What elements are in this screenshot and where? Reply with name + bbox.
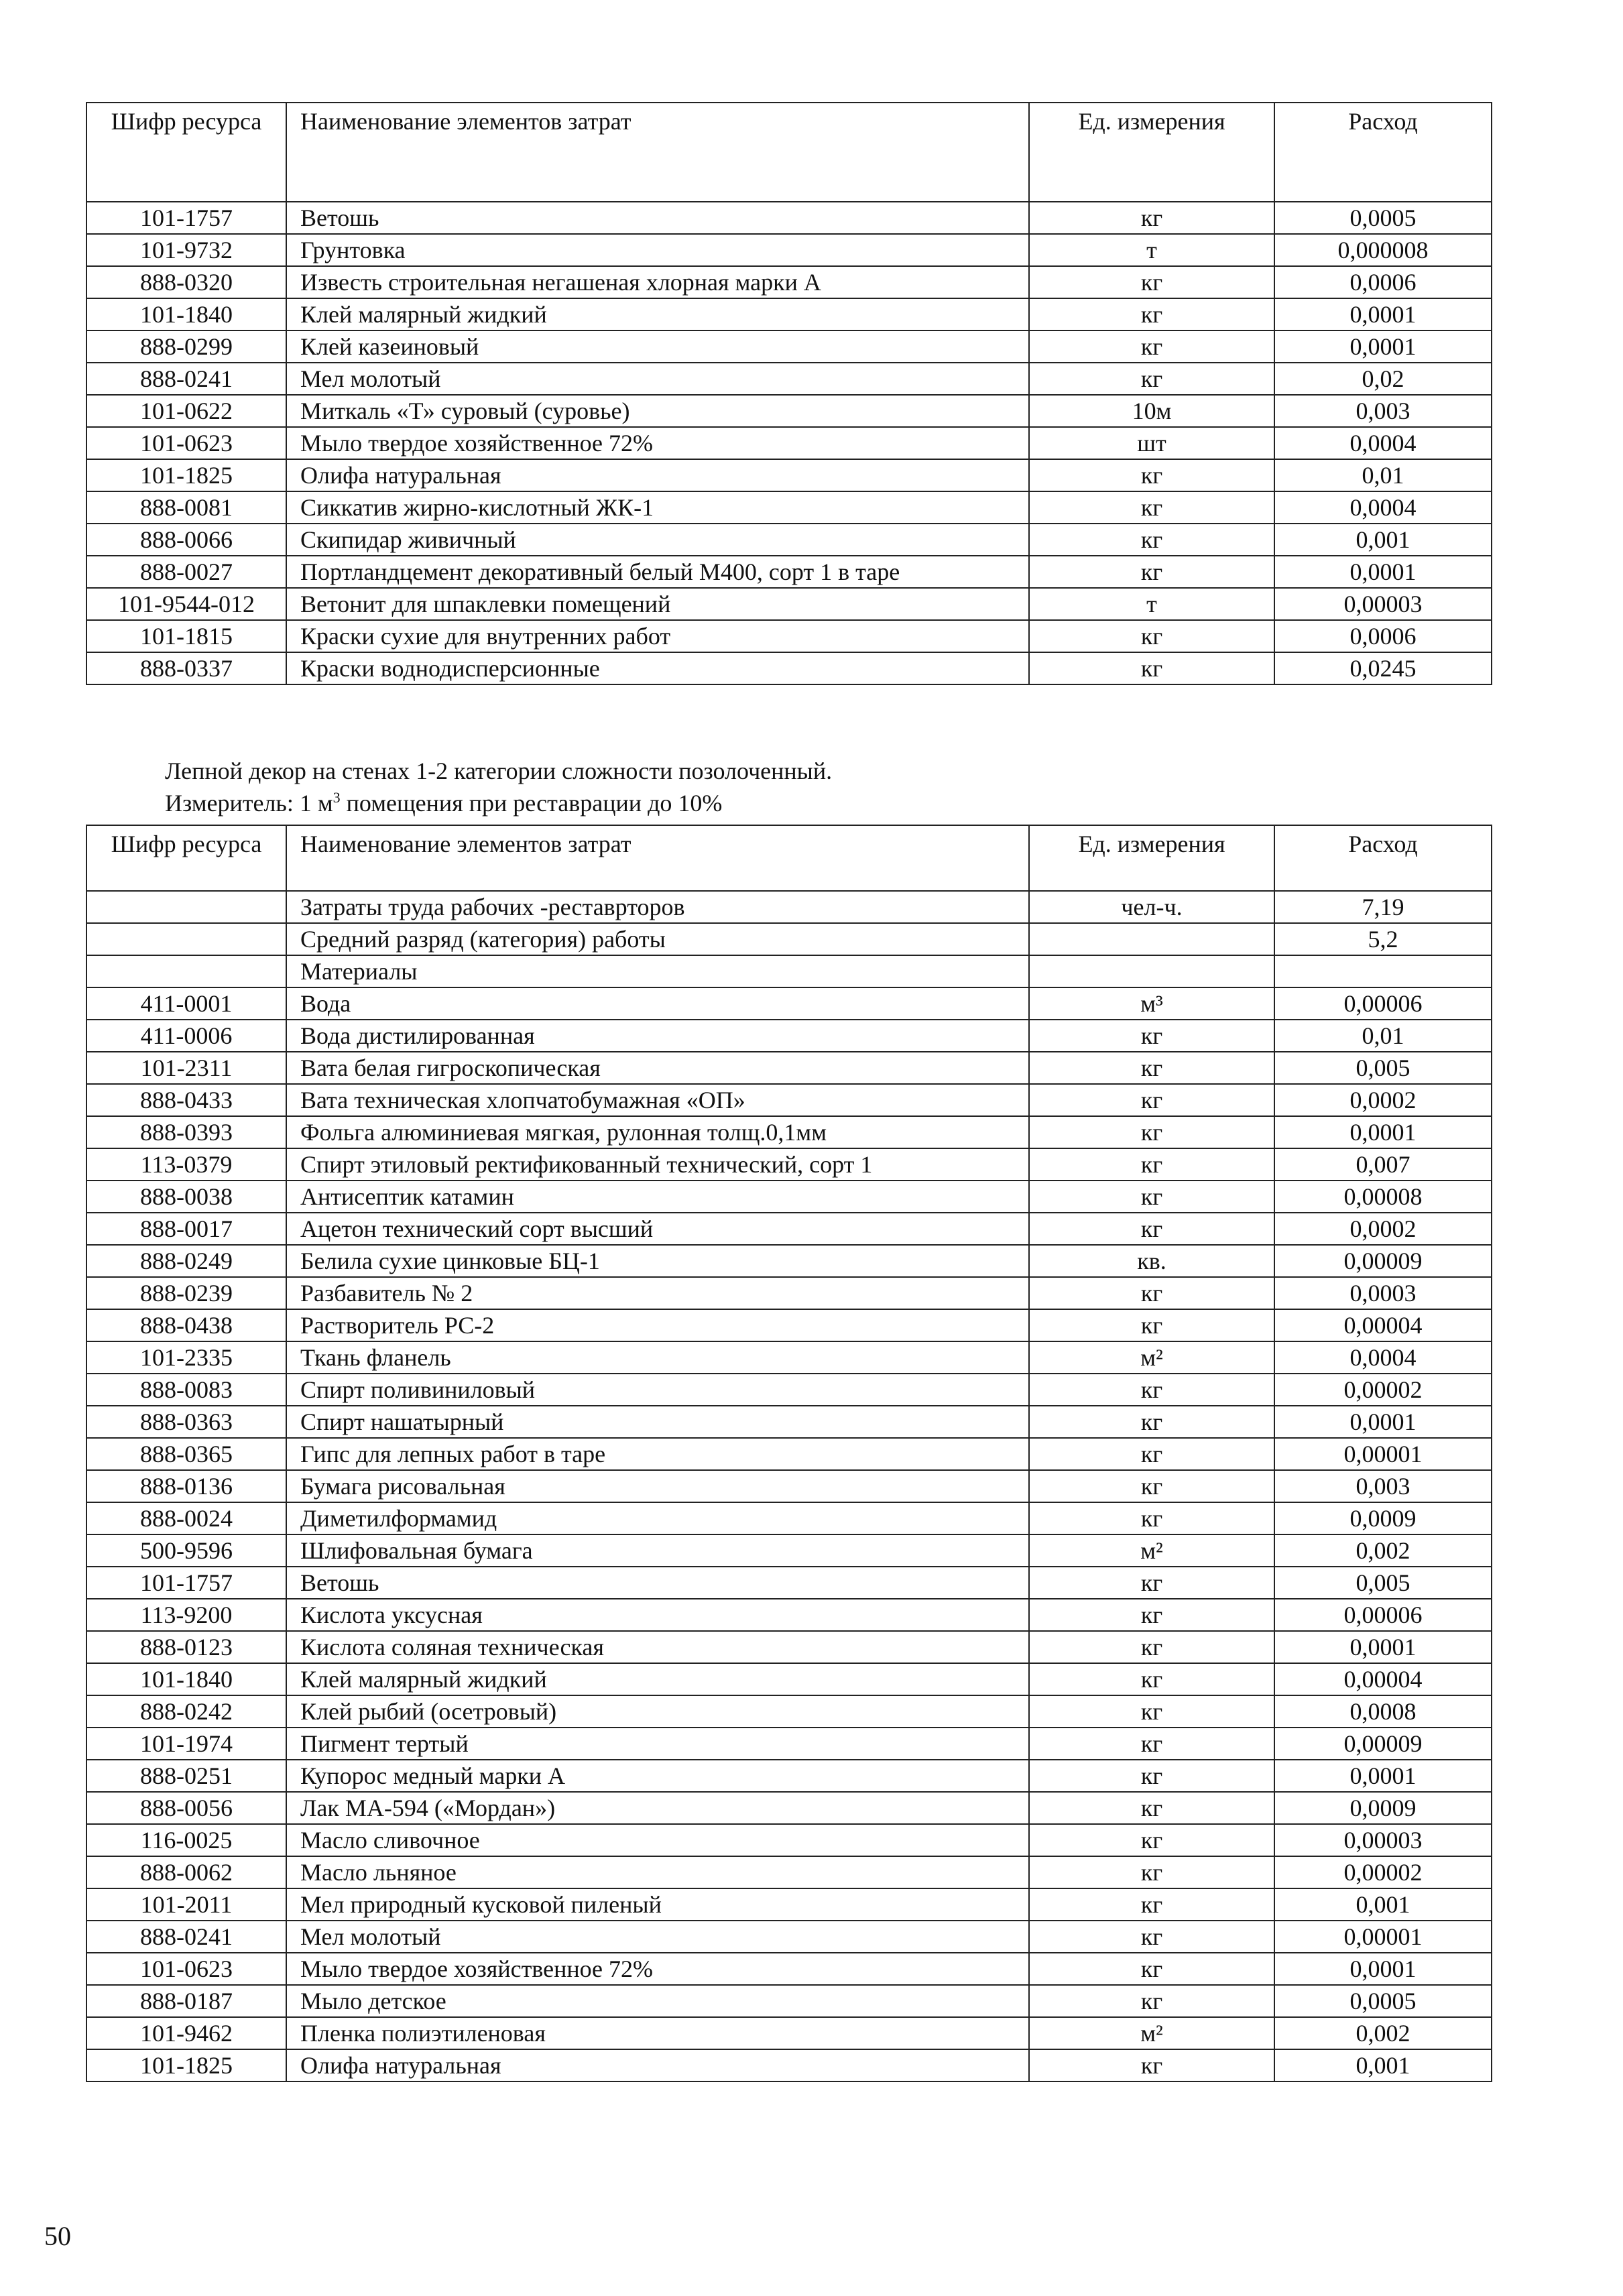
cell-unit: кв.: [1029, 1245, 1274, 1277]
cell-resource-code: [86, 891, 286, 923]
cell-item-name: Белила сухие цинковые БЦ-1: [286, 1245, 1029, 1277]
header-unit: Ед. измерения: [1029, 825, 1274, 891]
cell-item-name: Ветошь: [286, 202, 1029, 234]
cell-resource-code: 888-0249: [86, 1245, 286, 1277]
cell-amount: 0,005: [1274, 1567, 1492, 1599]
cell-amount: [1274, 955, 1492, 987]
cell-amount: 0,0008: [1274, 1695, 1492, 1728]
cell-item-name: Кислота соляная техническая: [286, 1631, 1029, 1663]
table-row: [86, 1502, 1492, 1534]
cell-amount: 0,0001: [1274, 1406, 1492, 1438]
cell-unit: кг: [1029, 202, 1274, 234]
cell-resource-code: 101-2311: [86, 1052, 286, 1084]
cell-resource-code: 411-0001: [86, 987, 286, 1020]
cell-resource-code: 113-0379: [86, 1148, 286, 1181]
cell-amount: 0,001: [1274, 2049, 1492, 2081]
cell-amount: 0,0002: [1274, 1084, 1492, 1116]
cell-resource-code: 888-0123: [86, 1631, 286, 1663]
cell-unit: кг: [1029, 1052, 1274, 1084]
cell-amount: 0,0001: [1274, 298, 1492, 330]
cell-amount: 0,00001: [1274, 1921, 1492, 1953]
cell-unit: кг: [1029, 1567, 1274, 1599]
cell-unit: кг: [1029, 459, 1274, 491]
cell-resource-code: 888-0083: [86, 1374, 286, 1406]
table-row: [86, 1020, 1492, 1052]
cell-resource-code: 113-9200: [86, 1599, 286, 1631]
cell-amount: 0,00009: [1274, 1245, 1492, 1277]
table-row: [86, 1341, 1492, 1374]
cell-resource-code: 888-0242: [86, 1695, 286, 1728]
table-row: [86, 1309, 1492, 1341]
cell-amount: 0,0009: [1274, 1502, 1492, 1534]
cell-unit: кг: [1029, 1309, 1274, 1341]
cell-item-name: Масло сливочное: [286, 1824, 1029, 1856]
cell-item-name: Клей казеиновый: [286, 330, 1029, 363]
cell-resource-code: 101-1825: [86, 459, 286, 491]
table-row: [86, 923, 1492, 955]
cell-unit: кг: [1029, 1663, 1274, 1695]
cell-item-name: Олифа натуральная: [286, 2049, 1029, 2081]
cell-unit: кг: [1029, 1695, 1274, 1728]
table-row: [86, 987, 1492, 1020]
cell-item-name: Фольга алюминиевая мягкая, рулонная толщ.0,1мм: [286, 1116, 1029, 1148]
cell-amount: 0,007: [1274, 1148, 1492, 1181]
cell-item-name: Мыло твердое хозяйственное 72%: [286, 427, 1029, 459]
table-row: [86, 1470, 1492, 1502]
cell-item-name: Диметилформамид: [286, 1502, 1029, 1534]
cell-resource-code: 500-9596: [86, 1534, 286, 1567]
cell-resource-code: 888-0056: [86, 1792, 286, 1824]
cell-amount: 0,00002: [1274, 1374, 1492, 1406]
table-row: [86, 1534, 1492, 1567]
cell-resource-code: 101-0623: [86, 1953, 286, 1985]
cell-item-name: Краски сухие для внутренних работ: [286, 620, 1029, 652]
cell-unit: кг: [1029, 2049, 1274, 2081]
cell-item-name: Мел молотый: [286, 1921, 1029, 1953]
table-row: [86, 1148, 1492, 1181]
cell-resource-code: 888-0239: [86, 1277, 286, 1309]
cell-item-name: Сиккатив жирно-кислотный ЖК-1: [286, 491, 1029, 524]
cell-item-name: Вода: [286, 987, 1029, 1020]
table-row: [86, 1953, 1492, 1985]
cell-resource-code: 888-0438: [86, 1309, 286, 1341]
materials-table-2: [86, 825, 1492, 2082]
cell-unit: кг: [1029, 1116, 1274, 1148]
cell-amount: 0,00003: [1274, 588, 1492, 620]
header-unit: Ед. измерения: [1029, 103, 1274, 202]
table-row: [86, 1438, 1492, 1470]
header-amount: Расход: [1274, 825, 1492, 891]
cell-item-name: Антисептик катамин: [286, 1181, 1029, 1213]
table-row: [86, 202, 1492, 234]
table-row: [86, 459, 1492, 491]
table-row: [86, 1116, 1492, 1148]
cell-resource-code: 888-0363: [86, 1406, 286, 1438]
table-row: [86, 652, 1492, 684]
cell-resource-code: 101-0622: [86, 395, 286, 427]
cell-item-name: Ацетон технический сорт высший: [286, 1213, 1029, 1245]
cell-item-name: Мыло детское: [286, 1985, 1029, 2017]
section-measure: [165, 788, 722, 818]
cell-item-name: Затраты труда рабочих -реставрторов: [286, 891, 1029, 923]
cell-item-name: Клей малярный жидкий: [286, 298, 1029, 330]
cell-item-name: Клей рыбий (осетровый): [286, 1695, 1029, 1728]
cell-amount: 0,0001: [1274, 556, 1492, 588]
table-row: [86, 1052, 1492, 1084]
cell-item-name: Средний разряд (категория) работы: [286, 923, 1029, 955]
cell-item-name: Лак МА-594 («Мордан»): [286, 1792, 1029, 1824]
cell-unit: [1029, 955, 1274, 987]
cell-resource-code: 888-0337: [86, 652, 286, 684]
cell-resource-code: 101-1757: [86, 202, 286, 234]
cell-resource-code: 411-0006: [86, 1020, 286, 1052]
table-body: [86, 202, 1492, 684]
table-row: [86, 1599, 1492, 1631]
cell-resource-code: 101-9462: [86, 2017, 286, 2049]
table-row: [86, 955, 1492, 987]
cell-amount: 0,0001: [1274, 1760, 1492, 1792]
cell-resource-code: 888-0299: [86, 330, 286, 363]
table-row: [86, 266, 1492, 298]
table-row: [86, 1277, 1492, 1309]
cell-resource-code: 101-1757: [86, 1567, 286, 1599]
cell-amount: 0,00004: [1274, 1309, 1492, 1341]
cell-unit: кг: [1029, 1148, 1274, 1181]
cell-resource-code: 888-0027: [86, 556, 286, 588]
cell-resource-code: 101-1840: [86, 1663, 286, 1695]
cell-resource-code: 888-0251: [86, 1760, 286, 1792]
table-row: [86, 620, 1492, 652]
cell-resource-code: 888-0365: [86, 1438, 286, 1470]
cell-resource-code: 888-0017: [86, 1213, 286, 1245]
cell-item-name: Бумага рисовальная: [286, 1470, 1029, 1502]
cell-resource-code: 101-1840: [86, 298, 286, 330]
cell-unit: кг: [1029, 1728, 1274, 1760]
cell-item-name: Масло льняное: [286, 1856, 1029, 1888]
table-row: [86, 556, 1492, 588]
cell-unit: кг: [1029, 556, 1274, 588]
cell-resource-code: 101-2335: [86, 1341, 286, 1374]
cell-unit: кг: [1029, 652, 1274, 684]
cell-item-name: Портландцемент декоративный белый М400, сорт 1 в таре: [286, 556, 1029, 588]
cell-amount: 0,00006: [1274, 987, 1492, 1020]
cell-unit: м²: [1029, 1534, 1274, 1567]
cell-unit: т: [1029, 588, 1274, 620]
page-number: 50: [44, 2221, 71, 2251]
cell-unit: кг: [1029, 1792, 1274, 1824]
table-row: [86, 1245, 1492, 1277]
cell-unit: т: [1029, 234, 1274, 266]
cell-unit: кг: [1029, 1760, 1274, 1792]
cell-amount: 0,0004: [1274, 1341, 1492, 1374]
cell-amount: 0,002: [1274, 1534, 1492, 1567]
cell-amount: 0,0009: [1274, 1792, 1492, 1824]
cell-amount: 7,19: [1274, 891, 1492, 923]
measure-rest: помещения при реставрации до 10%: [340, 790, 723, 817]
cell-item-name: Олифа натуральная: [286, 459, 1029, 491]
cell-amount: 0,0003: [1274, 1277, 1492, 1309]
cell-item-name: Миткаль «Т» суровый (суровье): [286, 395, 1029, 427]
cell-amount: 0,0004: [1274, 427, 1492, 459]
section-title: Лепной декор на стенах 1-2 категории сложности позолоченный.: [165, 758, 833, 784]
cell-amount: 0,0005: [1274, 202, 1492, 234]
cell-amount: 0,0001: [1274, 1116, 1492, 1148]
cell-resource-code: 888-0038: [86, 1181, 286, 1213]
cell-item-name: Краски воднодисперсионные: [286, 652, 1029, 684]
cell-amount: 0,0002: [1274, 1213, 1492, 1245]
materials-table-1: [86, 102, 1492, 685]
cell-amount: 0,01: [1274, 1020, 1492, 1052]
cell-unit: кг: [1029, 1406, 1274, 1438]
table-row: [86, 1663, 1492, 1695]
cell-item-name: Мыло твердое хозяйственное 72%: [286, 1953, 1029, 1985]
cell-item-name: Купорос медный марки А: [286, 1760, 1029, 1792]
table-row: [86, 395, 1492, 427]
cell-unit: кг: [1029, 1438, 1274, 1470]
cell-amount: 0,00004: [1274, 1663, 1492, 1695]
measure-text: Измеритель: 1 м: [165, 790, 333, 817]
cell-unit: шт: [1029, 427, 1274, 459]
cell-amount: 0,0001: [1274, 1953, 1492, 1985]
table-row: [86, 1921, 1492, 1953]
cell-unit: кг: [1029, 298, 1274, 330]
cell-resource-code: 888-0241: [86, 1921, 286, 1953]
cell-item-name: Разбавитель № 2: [286, 1277, 1029, 1309]
table-row: [86, 524, 1492, 556]
cell-item-name: Вата белая гигроскопическая: [286, 1052, 1029, 1084]
cell-amount: 0,0245: [1274, 652, 1492, 684]
cell-unit: кг: [1029, 1953, 1274, 1985]
cell-item-name: Пигмент тертый: [286, 1728, 1029, 1760]
cell-item-name: Мел молотый: [286, 363, 1029, 395]
cell-resource-code: 888-0433: [86, 1084, 286, 1116]
cell-item-name: Мел природный кусковой пиленый: [286, 1888, 1029, 1921]
table-row: [86, 1888, 1492, 1921]
cell-resource-code: 888-0136: [86, 1470, 286, 1502]
cell-amount: 0,001: [1274, 1888, 1492, 1921]
cell-item-name: Материалы: [286, 955, 1029, 987]
cell-unit: кг: [1029, 1631, 1274, 1663]
table-row: [86, 1567, 1492, 1599]
header-amount: Расход: [1274, 103, 1492, 202]
table-row: [86, 891, 1492, 923]
table-row: [86, 1824, 1492, 1856]
cell-unit: кг: [1029, 266, 1274, 298]
cell-resource-code: 888-0081: [86, 491, 286, 524]
cell-item-name: Кислота уксусная: [286, 1599, 1029, 1631]
cell-amount: 0,0004: [1274, 491, 1492, 524]
cell-item-name: Клей малярный жидкий: [286, 1663, 1029, 1695]
cell-item-name: Скипидар живичный: [286, 524, 1029, 556]
cell-resource-code: 888-0066: [86, 524, 286, 556]
table-row: [86, 2017, 1492, 2049]
table-row: [86, 588, 1492, 620]
cell-unit: кг: [1029, 1921, 1274, 1953]
cell-item-name: Спирт нашатырный: [286, 1406, 1029, 1438]
cell-resource-code: 888-0320: [86, 266, 286, 298]
cell-resource-code: 888-0024: [86, 1502, 286, 1534]
cell-amount: 0,00006: [1274, 1599, 1492, 1631]
cell-resource-code: 888-0062: [86, 1856, 286, 1888]
cell-item-name: Спирт поливиниловый: [286, 1374, 1029, 1406]
cell-unit: кг: [1029, 620, 1274, 652]
table-row: [86, 1213, 1492, 1245]
cell-resource-code: 101-0623: [86, 427, 286, 459]
cell-unit: [1029, 923, 1274, 955]
cell-unit: чел-ч.: [1029, 891, 1274, 923]
cell-unit: кг: [1029, 1277, 1274, 1309]
cell-resource-code: 888-0393: [86, 1116, 286, 1148]
cell-unit: кг: [1029, 330, 1274, 363]
table-row: [86, 234, 1492, 266]
cell-unit: кг: [1029, 1084, 1274, 1116]
cell-item-name: Вода дистилированная: [286, 1020, 1029, 1052]
cell-amount: 0,00008: [1274, 1181, 1492, 1213]
table-header-row: [86, 103, 1492, 202]
cell-amount: 5,2: [1274, 923, 1492, 955]
cell-unit: м³: [1029, 987, 1274, 1020]
cell-item-name: Шлифовальная бумага: [286, 1534, 1029, 1567]
cell-item-name: Ветонит для шпаклевки помещений: [286, 588, 1029, 620]
cell-unit: кг: [1029, 1020, 1274, 1052]
cell-amount: 0,00002: [1274, 1856, 1492, 1888]
table-row: [86, 1728, 1492, 1760]
cell-resource-code: 101-9544-012: [86, 588, 286, 620]
cell-unit: м²: [1029, 2017, 1274, 2049]
cell-unit: кг: [1029, 1599, 1274, 1631]
table-row: [86, 1406, 1492, 1438]
cell-item-name: Известь строительная негашеная хлорная марки А: [286, 266, 1029, 298]
cell-amount: 0,002: [1274, 2017, 1492, 2049]
cell-resource-code: [86, 923, 286, 955]
cell-amount: 0,003: [1274, 395, 1492, 427]
cell-unit: кг: [1029, 1470, 1274, 1502]
cell-resource-code: 101-9732: [86, 234, 286, 266]
table-row: [86, 1985, 1492, 2017]
cell-unit: кг: [1029, 1856, 1274, 1888]
table-body: [86, 891, 1492, 2081]
cell-resource-code: 101-1815: [86, 620, 286, 652]
cell-amount: 0,01: [1274, 459, 1492, 491]
cell-item-name: Грунтовка: [286, 234, 1029, 266]
cell-unit: кг: [1029, 1985, 1274, 2017]
cell-item-name: Вата техническая хлопчатобумажная «ОП»: [286, 1084, 1029, 1116]
cell-unit: кг: [1029, 524, 1274, 556]
table-row: [86, 1792, 1492, 1824]
cell-unit: кг: [1029, 1888, 1274, 1921]
cell-item-name: Растворитель РС-2: [286, 1309, 1029, 1341]
cell-item-name: Ткань фланель: [286, 1341, 1029, 1374]
cell-resource-code: [86, 955, 286, 987]
cell-unit: кг: [1029, 1374, 1274, 1406]
table-row: [86, 1374, 1492, 1406]
cell-resource-code: 101-2011: [86, 1888, 286, 1921]
cell-unit: кг: [1029, 1502, 1274, 1534]
cell-resource-code: 101-1825: [86, 2049, 286, 2081]
cell-resource-code: 888-0187: [86, 1985, 286, 2017]
table-row: [86, 1631, 1492, 1663]
cell-unit: м²: [1029, 1341, 1274, 1374]
header-code: Шифр ресурса: [86, 103, 286, 202]
table-row: [86, 427, 1492, 459]
cell-item-name: Спирт этиловый ректификованный технический, сорт 1: [286, 1148, 1029, 1181]
cell-unit: 10м: [1029, 395, 1274, 427]
table-row: [86, 1084, 1492, 1116]
cell-unit: кг: [1029, 491, 1274, 524]
cell-amount: 0,000008: [1274, 234, 1492, 266]
table-row: [86, 1695, 1492, 1728]
table-row: [86, 491, 1492, 524]
cell-unit: кг: [1029, 1181, 1274, 1213]
cell-amount: 0,0006: [1274, 620, 1492, 652]
header-name: Наименование элементов затрат: [286, 103, 1029, 202]
cell-item-name: Пленка полиэтиленовая: [286, 2017, 1029, 2049]
table-header-row: [86, 825, 1492, 891]
measure-exponent: 3: [333, 789, 341, 806]
cell-amount: 0,00009: [1274, 1728, 1492, 1760]
cell-resource-code: 888-0241: [86, 363, 286, 395]
cell-unit: кг: [1029, 1213, 1274, 1245]
cell-resource-code: 116-0025: [86, 1824, 286, 1856]
cell-item-name: Ветошь: [286, 1567, 1029, 1599]
table-row: [86, 1181, 1492, 1213]
table-row: [86, 363, 1492, 395]
cell-amount: 0,00003: [1274, 1824, 1492, 1856]
table-row: [86, 298, 1492, 330]
cell-amount: 0,0001: [1274, 330, 1492, 363]
table-row: [86, 1856, 1492, 1888]
header-name: Наименование элементов затрат: [286, 825, 1029, 891]
cell-amount: 0,0005: [1274, 1985, 1492, 2017]
header-code: Шифр ресурса: [86, 825, 286, 891]
cell-item-name: Гипс для лепных работ в таре: [286, 1438, 1029, 1470]
cell-amount: 0,0006: [1274, 266, 1492, 298]
cell-unit: кг: [1029, 1824, 1274, 1856]
table-row: [86, 330, 1492, 363]
cell-amount: 0,02: [1274, 363, 1492, 395]
cell-amount: 0,003: [1274, 1470, 1492, 1502]
cell-amount: 0,001: [1274, 524, 1492, 556]
cell-amount: 0,00001: [1274, 1438, 1492, 1470]
cell-amount: 0,005: [1274, 1052, 1492, 1084]
table-row: [86, 1760, 1492, 1792]
table-row: [86, 2049, 1492, 2081]
cell-amount: 0,0001: [1274, 1631, 1492, 1663]
cell-unit: кг: [1029, 363, 1274, 395]
cell-resource-code: 101-1974: [86, 1728, 286, 1760]
